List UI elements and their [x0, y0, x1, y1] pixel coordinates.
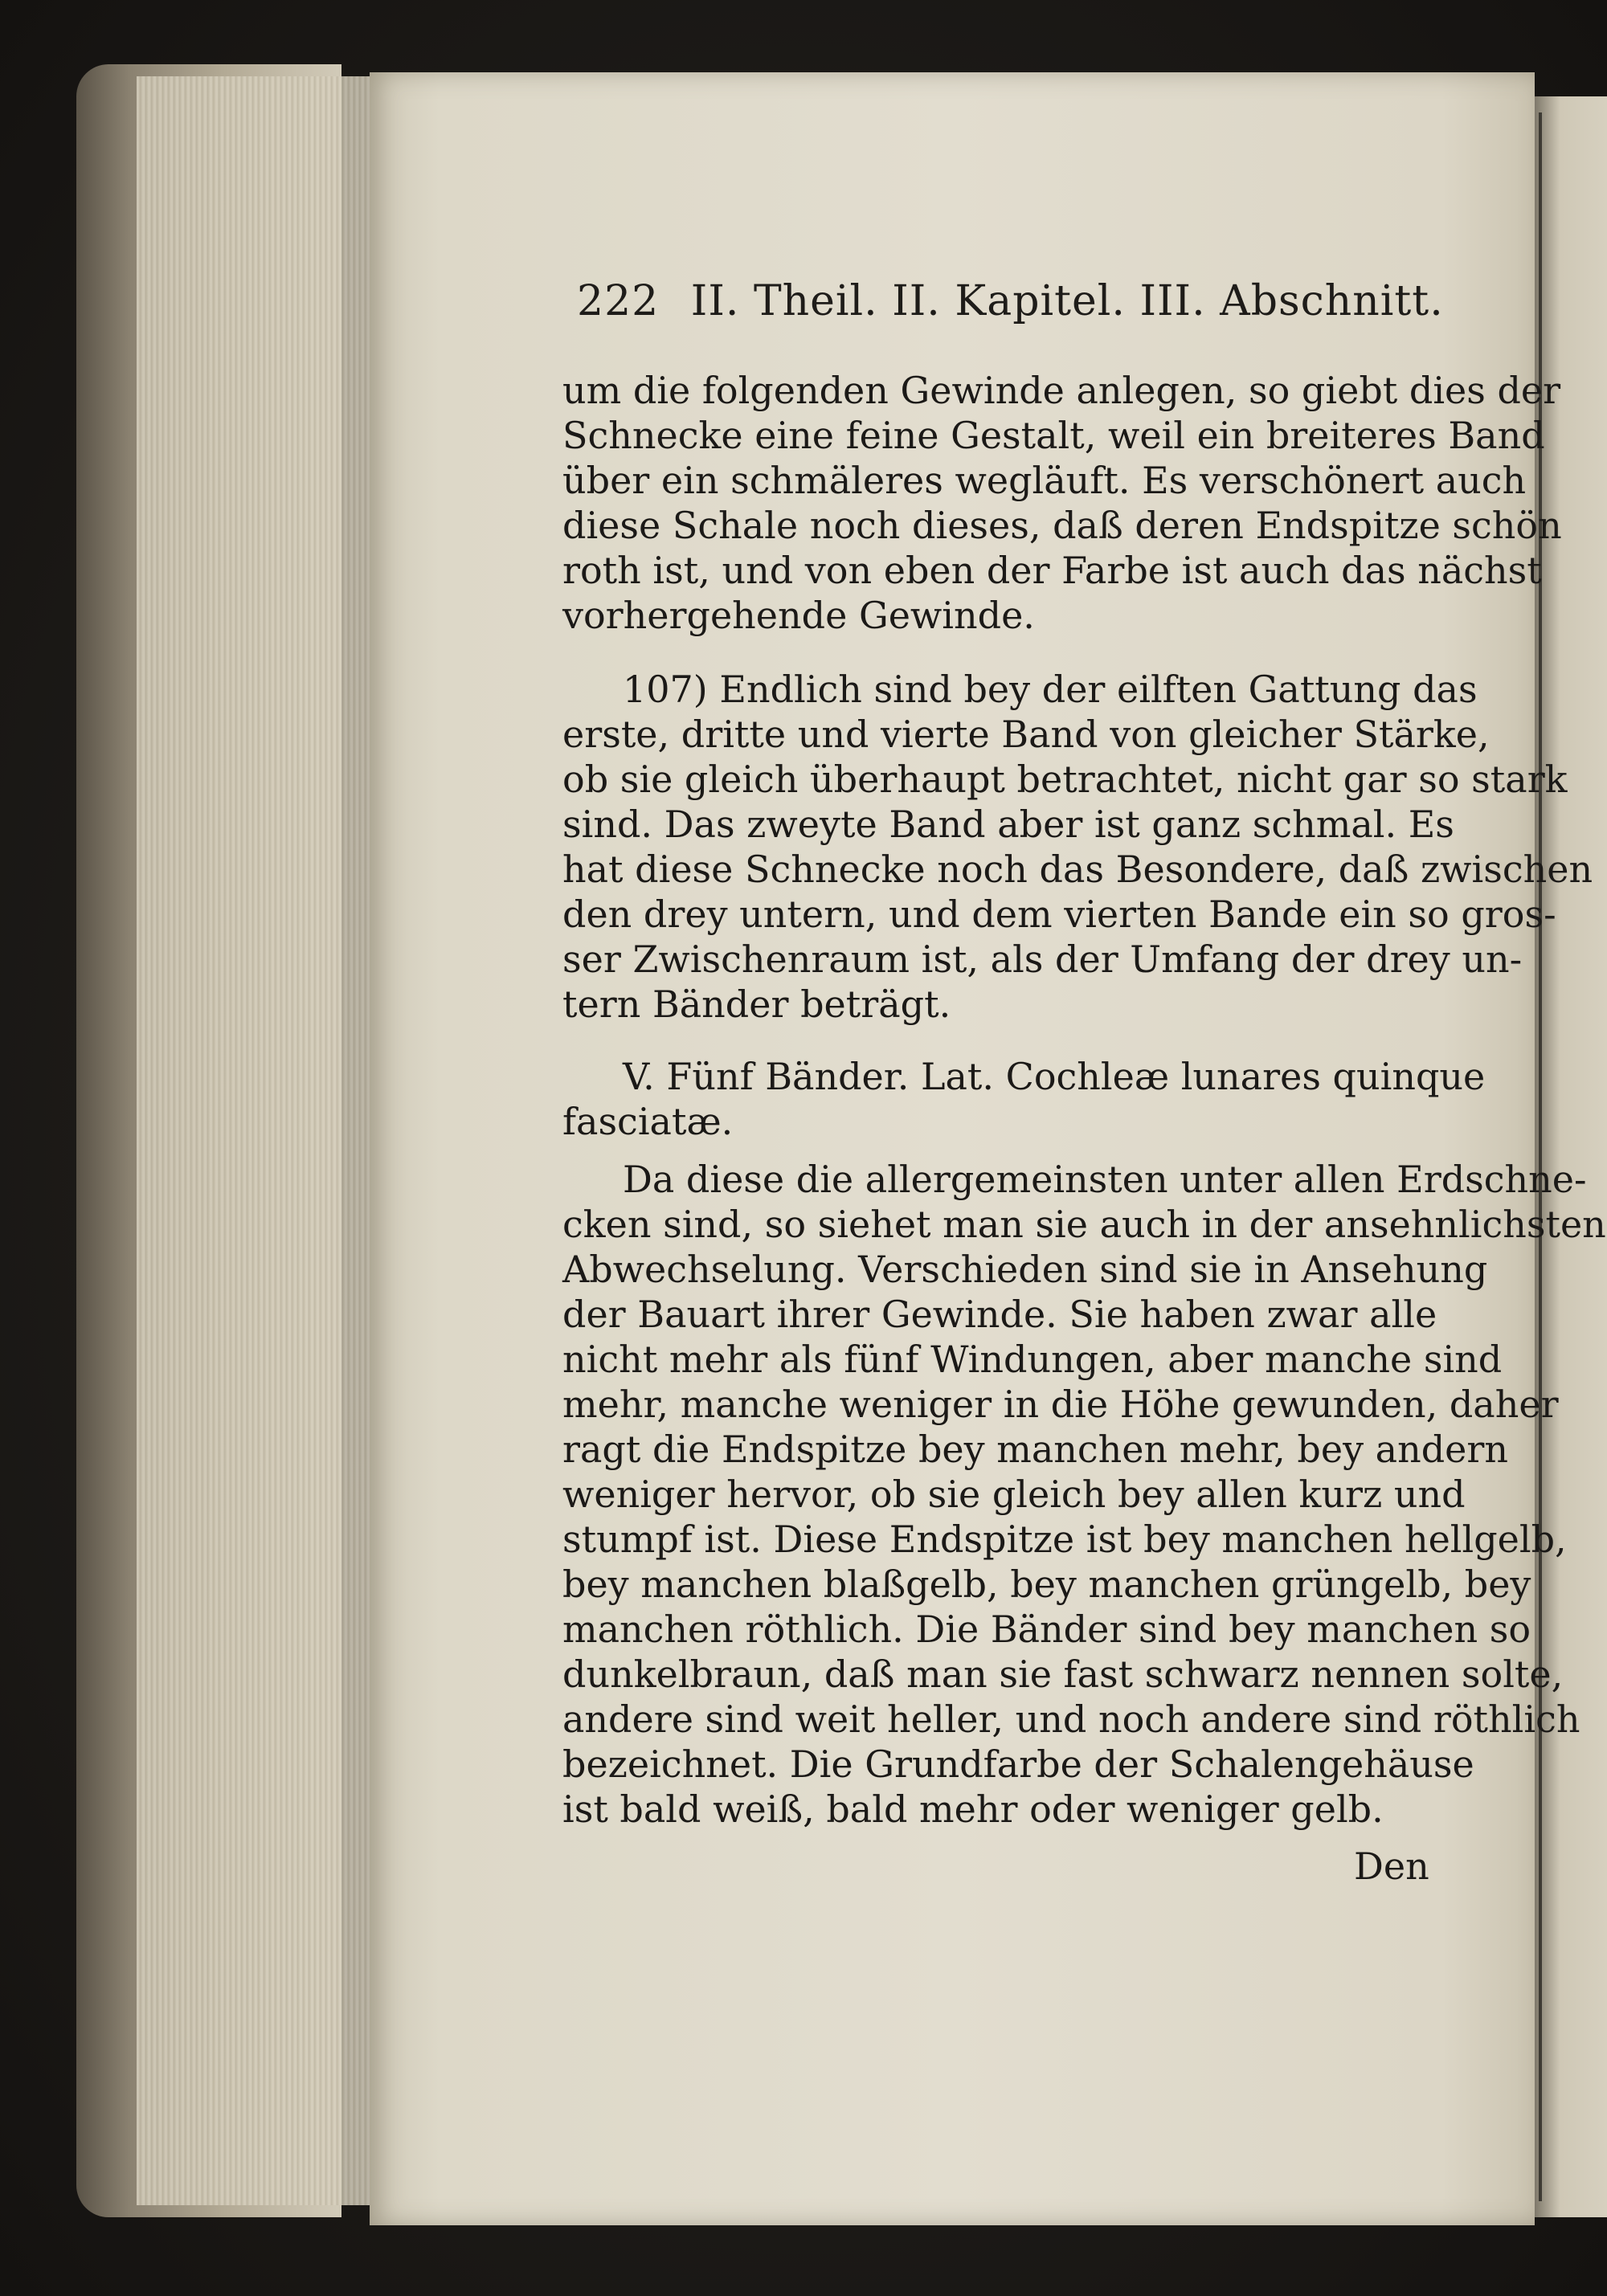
text-line: diese Schale noch dieses, daß deren Endspitze schön	[562, 504, 1562, 547]
text-line: bey manchen blaßgelb, bey manchen grüngelb, bey	[562, 1563, 1531, 1606]
text-line: sind. Das zweyte Band aber ist ganz schmal. Es	[562, 803, 1454, 846]
page-stack	[137, 76, 378, 2205]
catchword: Den	[1354, 1845, 1429, 1888]
text-line: fasciatæ.	[562, 1100, 734, 1143]
text-line: stumpf ist. Diese Endspitze ist bey manchen hellgelb,	[562, 1518, 1567, 1561]
text-line: über ein schmäleres wegläuft. Es verschönert auch	[562, 459, 1527, 502]
text-line: tern Bänder beträgt.	[562, 983, 951, 1026]
text-line: dunkelbraun, daß man sie fast schwarz nennen solte,	[562, 1653, 1564, 1696]
text-line: den drey untern, und dem vierten Bande ein so gros-	[562, 893, 1556, 936]
text-line: erste, dritte und vierte Band von gleicher Stärke,	[562, 713, 1490, 756]
text-line: Da diese die allergemeinsten unter allen Erdschne-	[623, 1158, 1587, 1201]
text-line: roth ist, und von eben der Farbe ist auch das nächst	[562, 549, 1542, 592]
text-line: bezeichnet. Die Grundfarbe der Schalengehäuse	[562, 1742, 1474, 1786]
text-line: andere sind weit heller, und noch andere sind röthlich	[562, 1697, 1580, 1741]
text-line: weniger hervor, ob sie gleich bey allen kurz und	[562, 1473, 1466, 1516]
section-heading: V. Fünf Bänder. Lat. Cochleæ lunares quinque	[623, 1055, 1486, 1098]
text-line: der Bauart ihrer Gewinde. Sie haben zwar alle	[562, 1293, 1437, 1336]
running-head	[577, 277, 1444, 333]
text-line: manchen röthlich. Die Bänder sind bey manchen so	[562, 1608, 1531, 1651]
page-number: 222	[577, 277, 660, 325]
running-head-title: II. Theil. II. Kapitel. III. Abschnitt.	[690, 277, 1444, 325]
text-line: nicht mehr als fünf Windungen, aber manche sind	[562, 1338, 1503, 1381]
text-line: hat diese Schnecke noch das Besondere, daß zwischen	[562, 848, 1593, 891]
text-line: ser Zwischenraum ist, als der Umfang der drey un-	[562, 938, 1523, 981]
text-line: 107) Endlich sind bey der eilften Gattung das	[623, 668, 1478, 711]
text-line: mehr, manche weniger in die Höhe gewunden, daher	[562, 1383, 1559, 1426]
text-line: ob sie gleich überhaupt betrachtet, nicht gar so stark	[562, 758, 1568, 801]
text-line: Abwechselung. Verschieden sind sie in Ansehung	[562, 1248, 1488, 1291]
text-line: ist bald weiß, bald mehr oder weniger gelb.	[562, 1787, 1384, 1831]
text-line: vorhergehende Gewinde.	[562, 594, 1035, 637]
text-line: ragt die Endspitze bey manchen mehr, bey andern	[562, 1428, 1509, 1471]
text-line: Schnecke eine feine Gestalt, weil ein breiteres Band	[562, 414, 1545, 457]
text-line: um die folgenden Gewinde anlegen, so giebt dies der	[562, 369, 1561, 412]
text-line: cken sind, so siehet man sie auch in der ansehnlichsten	[562, 1203, 1606, 1246]
